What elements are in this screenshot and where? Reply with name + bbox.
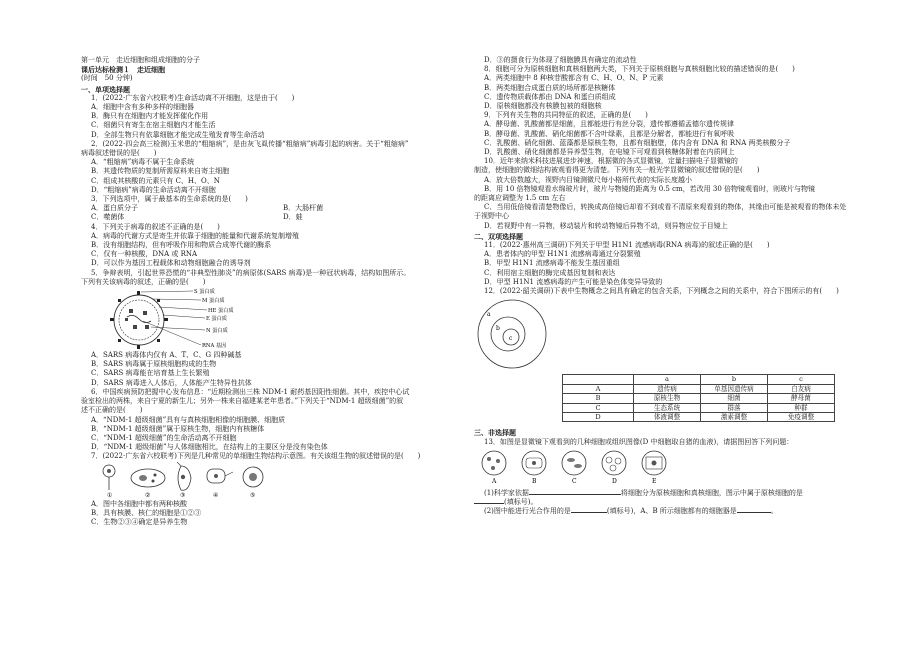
label-e-protein: E 蛋白质 xyxy=(206,316,227,323)
organism-4 xyxy=(207,469,233,483)
section3-heading: 三、非选择题 xyxy=(474,428,516,438)
q2-option-b: B．其遗传物质的复制所需原料来自寄主细胞 xyxy=(91,167,230,176)
q10-option-b-line2: 的距离应调整为 1.5 cm 左右 xyxy=(474,194,566,203)
q2-option-a: A．“粗缩病”病毒不属于生命系统 xyxy=(91,158,195,167)
organism-1 xyxy=(103,465,115,490)
question-7 xyxy=(81,452,465,527)
q7-option-a: A．图中各细胞中都有两种核酸 xyxy=(91,499,188,508)
q10-option-a: A．放大倍数越大，视野内目镜测微尺每小格所代表的实际长度越小 xyxy=(484,175,693,184)
q6-stem-line1: 6．中国疾病预防把握中心发布信息：“近期检测出三株 NDM-1 耐药基因阳性细菌。其中，疾控中心试 xyxy=(91,387,410,396)
q10-stem-line2: 制造，使细胞的微细结构被观看得更为清楚。下列有关一般光学显微镜的叙述错误的是( ) xyxy=(474,166,760,175)
q2-stem-line1: 2．(2022·四会高三检测)玉米患的“粗缩病”，是由灰飞虱传播“粗缩病”病毒引起的病害。关于“粗缩病” xyxy=(91,139,409,148)
q11-option-b: B．甲型 H1N1 流感病毒不能发生基因重组 xyxy=(484,259,620,268)
table-cell: 种群 xyxy=(768,403,835,412)
label-s-protein: S 蛋白质 xyxy=(194,289,215,296)
table-cell: 细菌 xyxy=(701,394,768,403)
table-header-row xyxy=(563,375,835,384)
q4-option-c: C．仅有一种核酸，DNA 或 RNA xyxy=(91,250,198,259)
q13-part2-text-b: (填标号)，A、B 所示细胞都有的细胞器是 xyxy=(606,507,737,516)
q2-option-c: C．组成其核酸的元素只有 C、H、O、N xyxy=(91,176,220,185)
organism-3 xyxy=(177,462,191,490)
q5-option-d: D．SARS 病毒进入人体后，人体能产生特异性抗体 xyxy=(91,378,252,387)
unit-title: 第一单元 走近细胞和组成细胞的分子 xyxy=(81,56,200,64)
label-rna-gene: RNA 基因 xyxy=(202,343,227,350)
q5-option-b: B．SARS 病毒属于原核细胞构成的生物 xyxy=(91,360,217,369)
q2-stem-line2: 病毒叙述错误的是( ) xyxy=(81,149,157,158)
question-6 xyxy=(81,388,465,452)
q13-blank-3[interactable] xyxy=(571,512,607,513)
q13-part2-text-c: 。 xyxy=(770,507,778,516)
q8-option-a: A．两类细胞中 8 种核苷酸都含有 C、H、O、N、P 元素 xyxy=(484,74,664,83)
q3-option-c: C．噬菌体 xyxy=(91,213,125,222)
table-cell: 免疫调整 xyxy=(768,412,835,421)
table-cell: 体液调整 xyxy=(634,412,701,421)
q6-option-b: B．“NDM-1 超级细菌”属于原核生物，细胞内有核糖体 xyxy=(91,424,265,433)
question-2 xyxy=(81,140,465,195)
q3-option-b: B．大肠杆菌 xyxy=(283,204,324,213)
table-row xyxy=(563,412,835,421)
question-4 xyxy=(81,223,465,269)
q6-stem-line2: 验室检出的两株，来自宁夏的新生儿；另外一株来自福建某老年患者。”下列关于“NDM-1 超级细菌”的叙 xyxy=(81,397,404,406)
q3-stem: 3．下列选项中，属于最基本的生命系统的是( ) xyxy=(91,195,248,204)
q1-option-d: D．全部生物只有依靠细胞才能完成生殖发育等生命活动 xyxy=(91,130,265,139)
micrograph-b xyxy=(522,451,546,475)
question-1 xyxy=(81,94,465,140)
fig13-label-a: A xyxy=(492,477,497,485)
table-row xyxy=(563,394,835,403)
section2-heading: 二、双项选择题 xyxy=(474,231,523,241)
q8-stem: 8．细胞可分为原核细胞和真核细胞两大类，下列关于原核细胞与真核细胞比较的描述错误的是( ) xyxy=(484,65,795,74)
table-header-a: a xyxy=(634,375,701,384)
q3-option-a: A．蛋白质分子 xyxy=(91,204,139,213)
q7-option-b: B．具有核膜、核仁的细胞是①②③ xyxy=(91,508,202,517)
organism-2 xyxy=(131,469,165,487)
single-cell-organisms-figure xyxy=(81,462,281,500)
table-header-b: b xyxy=(701,375,768,384)
table-cell: 生态系统 xyxy=(634,403,701,412)
organism-5 xyxy=(243,467,263,487)
question-12 xyxy=(474,287,874,422)
concept-table xyxy=(562,374,835,422)
q4-option-a: A．病毒的代谢方式是寄生并依靠于细胞的能量和代谢系统复制增殖 xyxy=(91,231,300,240)
table-row xyxy=(563,403,835,412)
q11-option-d: D．甲型 H1N1 流感病毒的产生可能是染色体变异导致的 xyxy=(484,277,663,286)
q13-part1-text-a: (1)科学家依据 xyxy=(484,488,529,497)
q11-stem: 11．(2022·惠州高三调研)下列关于甲型 H1N1 流感病毒(RNA 病毒)的叙述正确的是( ) xyxy=(484,241,770,250)
q9-stem: 9．下列有关生物的共同特征的叙述，正确的是( ) xyxy=(484,111,648,120)
table-header-c: c xyxy=(768,375,835,384)
circle-b xyxy=(491,317,525,351)
table-cell: 白友病 xyxy=(768,384,835,393)
q8-option-c: C．遗传物质载体都由 DNA 和蛋白质组成 xyxy=(484,92,616,101)
q6-stem-line3: 述不正确的是( ) xyxy=(81,406,143,415)
q10-option-c-line1: C．当用低倍镜看清楚物像后，转换成高倍镜后却看不到或看不清原来观看到的物体，其缘由可能是被观看的物体未处 xyxy=(484,203,847,212)
q5-option-a: A．SARS 病毒体内仅有 A、T、C、G 四种碱基 xyxy=(91,351,242,360)
fig7-label-4: ④ xyxy=(213,491,219,499)
q5-option-c: C．SARS 病毒能在培育基上生长繁殖 xyxy=(91,369,210,378)
fig7-label-1: ① xyxy=(107,491,113,499)
q13-part1 xyxy=(474,489,874,498)
micrograph-d xyxy=(602,451,626,475)
q10-stem-line1: 10．近年来纳米科技进展进步神速，根据微的各式显微镜，定量扫描电子显微镜的 xyxy=(484,157,738,166)
q13-part2 xyxy=(474,507,874,516)
fig13-label-c: C xyxy=(572,477,577,485)
q8-option-d: D．原核细胞都没有核膜包被的细胞核 xyxy=(484,102,602,111)
q1-option-b: B．酶只有在细胞内才能发挥催化作用 xyxy=(91,112,209,121)
q6-option-c: C．“NDM-1 超级细菌”的生命活动离不开细胞 xyxy=(91,433,237,442)
label-leaders xyxy=(141,291,207,345)
q9-option-c: C．乳酸菌、硝化细菌、蓝藻都是原核生物，且都有细胞壁，体内含有 DNA 和 RNA 两类核酸分子 xyxy=(484,138,791,147)
table-header-blank xyxy=(563,375,634,384)
label-m-protein: M 蛋白质 xyxy=(202,298,225,305)
question-3 xyxy=(81,195,465,223)
question-9 xyxy=(474,111,874,157)
q13-blank-4[interactable] xyxy=(737,512,771,513)
question-13 xyxy=(474,438,874,517)
sars-virus-figure xyxy=(81,287,311,351)
table-row xyxy=(563,384,835,393)
question-5 xyxy=(81,269,465,388)
table-cell: A xyxy=(563,384,634,393)
q3-options-row2 xyxy=(81,213,465,222)
section1-heading: 一、单项选择题 xyxy=(81,84,130,94)
question-11 xyxy=(474,241,874,287)
q2-option-d: D．“粗缩病”病毒的生命活动离不开细胞 xyxy=(91,185,216,194)
q13-part2-text-a: (2)图中能进行光合作用的是 xyxy=(484,507,571,516)
q4-option-d: D．可以作为基因工程载体和动物细胞融合的诱导剂 xyxy=(91,259,251,268)
q8-option-b: B．两类细胞合成蛋白质的场所都是核糖体 xyxy=(484,83,616,92)
circle-label-b: b xyxy=(496,325,500,333)
question-8 xyxy=(474,65,874,111)
nested-circles-figure xyxy=(474,296,594,374)
left-column xyxy=(81,56,465,527)
q7-option-c: C．生物②③④确定是异养生物 xyxy=(91,517,188,526)
test-title: 课后达标检测１ 走近细胞 xyxy=(81,65,165,75)
q3-options-row1 xyxy=(81,204,465,213)
table-cell: 酵母菌 xyxy=(768,394,835,403)
q5-stem-line2: 下列有关该病毒的叙述，正确的是( ) xyxy=(81,277,206,286)
microscope-images-figure xyxy=(474,447,714,485)
q13-stem: 13．如图是显微镜下观看到的几种细胞或组织图像(D 中细胞取自猪的血液)，请据图回答下列问题： xyxy=(484,437,794,446)
table-cell: C xyxy=(563,403,634,412)
q5-stem-line1: 5．争辩表明，引起世界恐慌的“非典型性肺炎”的病原体(SARS 病毒)是一种冠状病毒，结构如图所示。 xyxy=(91,268,411,277)
circle-label-a: a xyxy=(487,311,491,319)
table-cell: 原核生物 xyxy=(634,394,701,403)
q9-option-b: B．酵母菌、乳酸菌、硝化细菌都不含叶绿素，且都是分解者，都能进行有氧呼吸 xyxy=(484,129,735,138)
q9-option-d: D．乳酸菌、硝化细菌都是异养型生物，在电镜下可观看到核糖体附着在内质网上 xyxy=(484,148,735,157)
rna-strand xyxy=(127,315,151,322)
table-cell: 群落 xyxy=(701,403,768,412)
q6-option-d: D．“NDM-1 超级细菌”与人体细胞相比，在结构上的主要区分是没有染色体 xyxy=(91,443,328,452)
q13-part1-line2 xyxy=(474,498,874,507)
q1-option-a: A．细胞中含有多种多样的细胞器 xyxy=(91,103,195,112)
table-cell: 激素调整 xyxy=(701,412,768,421)
q7-option-d: D．③的摄食行为体现了细胞膜具有确定的流动性 xyxy=(484,56,637,64)
q10-option-c-line2: 于视野中心 xyxy=(474,212,509,221)
q13-blank-1[interactable] xyxy=(529,494,621,495)
table-cell: B xyxy=(563,394,634,403)
fig13-label-d: D xyxy=(612,477,617,485)
q13-part1-text-c: (填标号)。 xyxy=(504,497,538,506)
q13-blank-2[interactable] xyxy=(474,503,504,504)
q4-option-b: B．没有细胞结构，但有呼吸作用和物质合成等代谢的酶系 xyxy=(91,241,272,250)
table-cell: 遗传病 xyxy=(634,384,701,393)
virus-envelope xyxy=(114,295,164,345)
q1-option-c: C．细菌只有寄生在宿主细胞内才能生活 xyxy=(91,121,216,130)
q10-option-b-line1: B．用 10 倍物镜观看水绵玻片时，玻片与物镜的距离为 0.5 cm，若改用 30 倍物镜观看时，则玻片与物镜 xyxy=(484,184,815,193)
micrograph-e xyxy=(642,451,666,475)
right-column xyxy=(474,56,874,516)
circle-label-c: c xyxy=(509,335,513,343)
q9-option-a: A．酵母菌、乳酸菌都是细菌，且都能进行有丝分裂，遗传都遵循孟德尔遗传规律 xyxy=(484,120,735,129)
q11-option-a: A．患者体内的甲型 H1N1 流感病毒通过分裂繁殖 xyxy=(484,250,641,259)
q3-option-d: D．蛙 xyxy=(283,213,303,222)
micrograph-c xyxy=(562,451,586,475)
fig7-label-2: ② xyxy=(145,491,151,499)
label-he-protein: HE 蛋白质 xyxy=(208,308,234,315)
table-cell: 单基因遗传病 xyxy=(701,384,768,393)
q1-stem: 1．(2022·广东省六校联考)生命活动离不开细胞，这是由于( ) xyxy=(91,93,295,102)
q7-stem: 7．(2022·广东省六校联考)下列是几种常见的单细胞生物结构示意图。有关该组生物的叙述错误的是( ) xyxy=(91,452,421,461)
fig13-label-b: B xyxy=(532,477,537,485)
label-n-protein: N 蛋白质 xyxy=(206,328,228,335)
time-limit: (时间 50 分钟) xyxy=(81,74,133,83)
q12-stem: 12．(2022·韶关调研)下表中生物概念之间具有确定的包含关系，下列概念之间的关系中，符合下图所示的有( ) xyxy=(484,287,839,296)
fig7-label-3: ③ xyxy=(180,491,186,499)
q13-part1-text-b: 将细胞分为原核细胞和真核细胞，图示中属于原核细胞的是 xyxy=(620,488,803,497)
fig13-label-e: E xyxy=(652,477,657,485)
q10-option-d: D．若视野中有一异物，移动装片和转动物镜后异物不动，则异物应位于目镜上 xyxy=(484,221,728,230)
inner-proteins xyxy=(125,309,149,329)
table-cell: D xyxy=(563,412,634,421)
micrograph-a xyxy=(482,451,506,475)
fig7-label-5: ⑤ xyxy=(250,491,256,499)
q6-option-a: A．“NDM-1 超级细菌”具有与真核细胞相像的细胞膜、细胞质 xyxy=(91,415,286,424)
q11-option-c: C．利用宿主细胞的酶完成基因复制和表达 xyxy=(484,268,616,277)
question-10 xyxy=(474,157,874,231)
q4-stem: 4．下列关于病毒的叙述不正确的是( ) xyxy=(91,222,220,231)
